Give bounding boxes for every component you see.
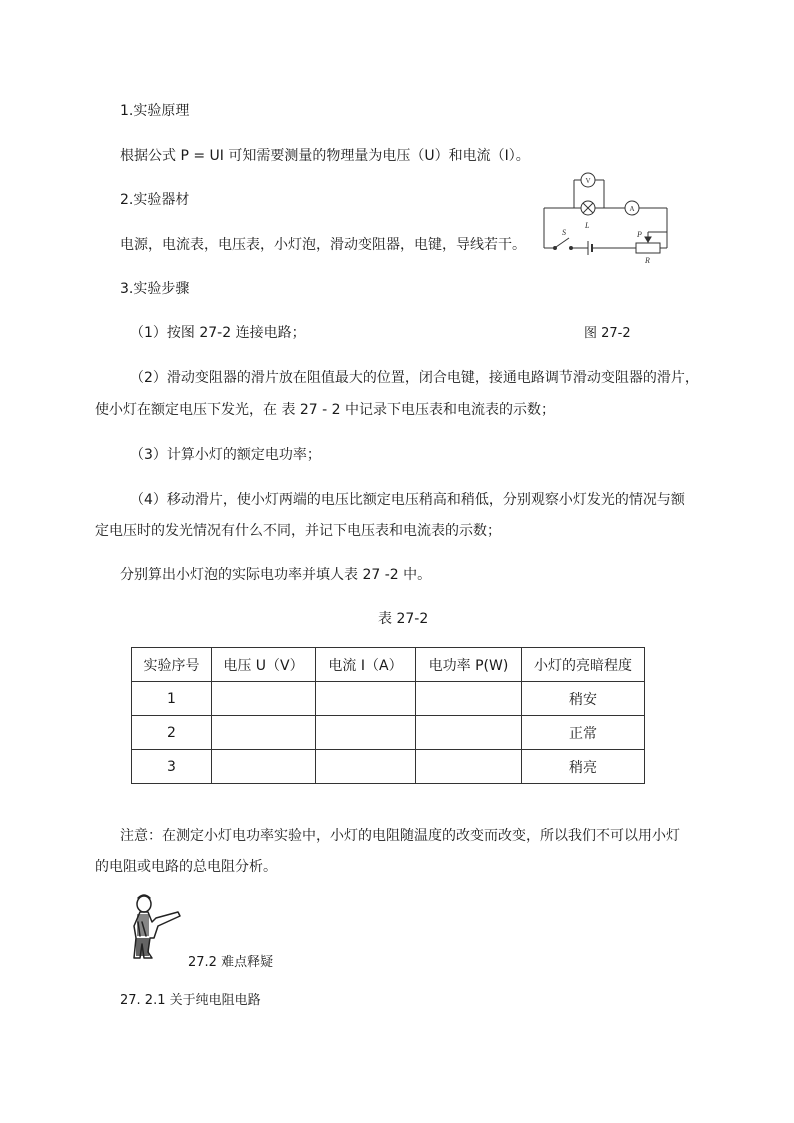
- principle-heading: 1.实验原理: [120, 103, 190, 119]
- table-cell: [316, 750, 416, 784]
- table-cell: [416, 716, 522, 750]
- slider-label: P: [637, 230, 642, 239]
- circuit-diagram: [536, 168, 676, 266]
- table-cell: 正常: [522, 716, 645, 750]
- ammeter-label: A: [629, 205, 635, 213]
- section-title: 27.2 难点释疑: [188, 955, 274, 970]
- lamp-label: L: [585, 221, 590, 230]
- step-2-line-1: （2）滑动变阻器的滑片放在阻值最大的位置，闭合电键，接通电路调节滑动变阻器的滑片，: [130, 370, 699, 386]
- table-cell: 稍安: [522, 682, 645, 716]
- table-header-cell: 电流 I（A）: [316, 648, 416, 682]
- principle-text: 根据公式 P = UI 可知需要测量的物理量为电压（U）和电流（I）。: [120, 148, 530, 164]
- table-cell: 1: [132, 682, 212, 716]
- table-header-cell: 电压 U（V）: [212, 648, 316, 682]
- table-cell: [316, 682, 416, 716]
- table-header-cell: 小灯的亮暗程度: [522, 648, 645, 682]
- table-header-cell: 电功率 P(W): [416, 648, 522, 682]
- resistor-label: R: [645, 256, 650, 265]
- table-cell: [212, 750, 316, 784]
- table-cell: [316, 716, 416, 750]
- table-header-cell: 实验序号: [132, 648, 212, 682]
- table-cell: [416, 682, 522, 716]
- figure-caption: 图 27-2: [584, 326, 631, 341]
- voltmeter-label: V: [585, 177, 591, 185]
- materials-text: 电源，电流表，电压表，小灯泡，滑动变阻器，电键，导线若干。: [120, 237, 526, 253]
- switch-label: S: [562, 228, 566, 237]
- table-cell: 稍亮: [522, 750, 645, 784]
- table-row: [132, 682, 645, 716]
- subsection-title: 27. 2.1 关于纯电阻电路: [120, 993, 261, 1008]
- rheostat-icon: [636, 243, 660, 253]
- step-2-line-2: 使小灯在额定电压下发光，在 表 27 - 2 中记录下电压表和电流表的示数；: [95, 402, 556, 418]
- note-line-2: 的电阻或电路的总电阻分析。: [95, 859, 277, 875]
- data-table: [131, 647, 645, 784]
- table-row: [132, 750, 645, 784]
- table-header-row: [132, 648, 645, 682]
- step-4-line-2: 定电压时的发光情况有什么不同，并记下电压表和电流表的示数；: [95, 523, 501, 539]
- table-cell: 3: [132, 750, 212, 784]
- steps-heading: 3.实验步骤: [120, 281, 190, 297]
- pointing-teacher-icon: [128, 892, 186, 962]
- calc-instruction: 分别算出小灯泡的实际电功率并填人表 27 -2 中。: [120, 567, 432, 583]
- table-cell: [212, 716, 316, 750]
- table-cell: [212, 682, 316, 716]
- table-cell: 2: [132, 716, 212, 750]
- step-3: （3）计算小灯的额定电功率；: [130, 447, 321, 463]
- note-line-1: 注意：在测定小灯电功率实验中，小灯的电阻随温度的改变而改变，所以我们不可以用小灯: [120, 828, 680, 844]
- table-row: [132, 716, 645, 750]
- table-cell: [416, 750, 522, 784]
- table-caption: 表 27-2: [378, 611, 429, 627]
- switch-icon: [556, 238, 569, 247]
- step-1: （1）按图 27-2 连接电路；: [130, 325, 306, 341]
- step-4-line-1: （4）移动滑片，使小灯两端的电压比额定电压稍高和稍低，分别观察小灯发光的情况与额: [130, 492, 685, 508]
- materials-heading: 2.实验器材: [120, 192, 190, 208]
